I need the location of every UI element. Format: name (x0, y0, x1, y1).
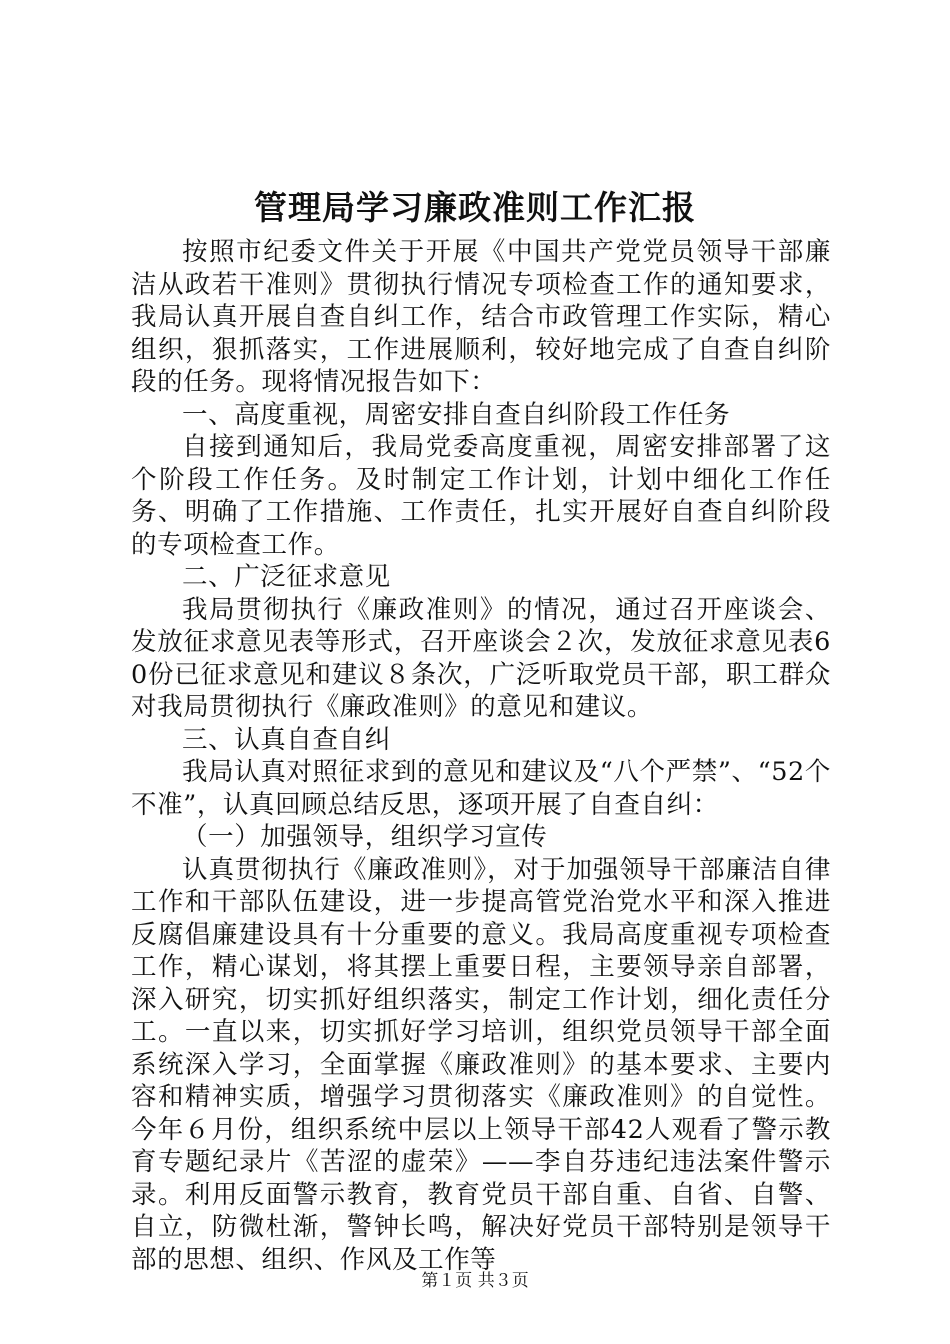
subsection-heading-1: （一）加强领导，组织学习宣传 (182, 822, 548, 852)
paragraph-intro: 按照市纪委文件关于开展《中国共产党党员领导干部廉洁从政若干准则》贯彻执行情况专项检查工作的通知要求，我局认真开展自查自纠工作，结合市政管理工作实际，精心组织，狠抓落实，工作进展顺利，较好地完成了自查自纠阶段的任务。现将情况报告如下： (131, 237, 831, 397)
paragraph-section-2: 我局贯彻执行《廉政准则》的情况，通过召开座谈会、发放征求意见表等形式，召开座谈会２次，发放征求意见表60份已征求意见和建议８条次，广泛听取党员干部，职工群众对我局贯彻执行《廉政准则》的意见和建议。 (131, 594, 831, 722)
document-body (131, 236, 831, 1276)
section-heading-2: 二、广泛征求意见 (182, 562, 391, 592)
page-footer: 第１页 共３页 (421, 1271, 529, 1291)
paragraph-subsection-1: 认真贯彻执行《廉政准则》，对于加强领导干部廉洁自律工作和干部队伍建设，进一步提高管党治党水平和深入推进反腐倡廉建设具有十分重要的意义。我局高度重视专项检查工作，精心谋划，将其摆上重要日程，主要领导亲自部署，深入研究，切实抓好组织落实，制定工作计划，细化责任分工。一直以来，切实抓好学习培训，组织党员领导干部全面系统深入学习，全面掌握《廉政准则》的基本要求、主要内容和精神实质，增强学习贯彻落实《廉政准则》的自觉性。今年６月份，组织系统中层以上领导干部42人观看了警示教育专题纪录片《苦涩的虚荣》——李自芬违纪违法案件警示录。利用反面警示教育，教育党员干部自重、自省、自警、自立，防微杜渐，警钟长鸣，解决好党员干部特别是领导干部的思想、组织、作风及工作等 (131, 854, 831, 1275)
document-title: 管理局学习廉政准则工作汇报 (254, 188, 696, 227)
paragraph-section-1: 自接到通知后，我局党委高度重视，周密安排部署了这个阶段工作任务。及时制定工作计划，计划中细化工作任务、明确了工作措施、工作责任，扎实开展好自查自纠阶段的专项检查工作。 (131, 432, 831, 560)
paragraph-section-3: 我局认真对照征求到的意见和建议及“八个严禁”、“52个不准”，认真回顾总结反思，逐项开展了自查自纠： (131, 757, 831, 820)
section-heading-3: 三、认真自查自纠 (182, 724, 391, 755)
section-heading-1: 一、高度重视，周密安排自查自纠阶段工作任务 (182, 399, 731, 430)
